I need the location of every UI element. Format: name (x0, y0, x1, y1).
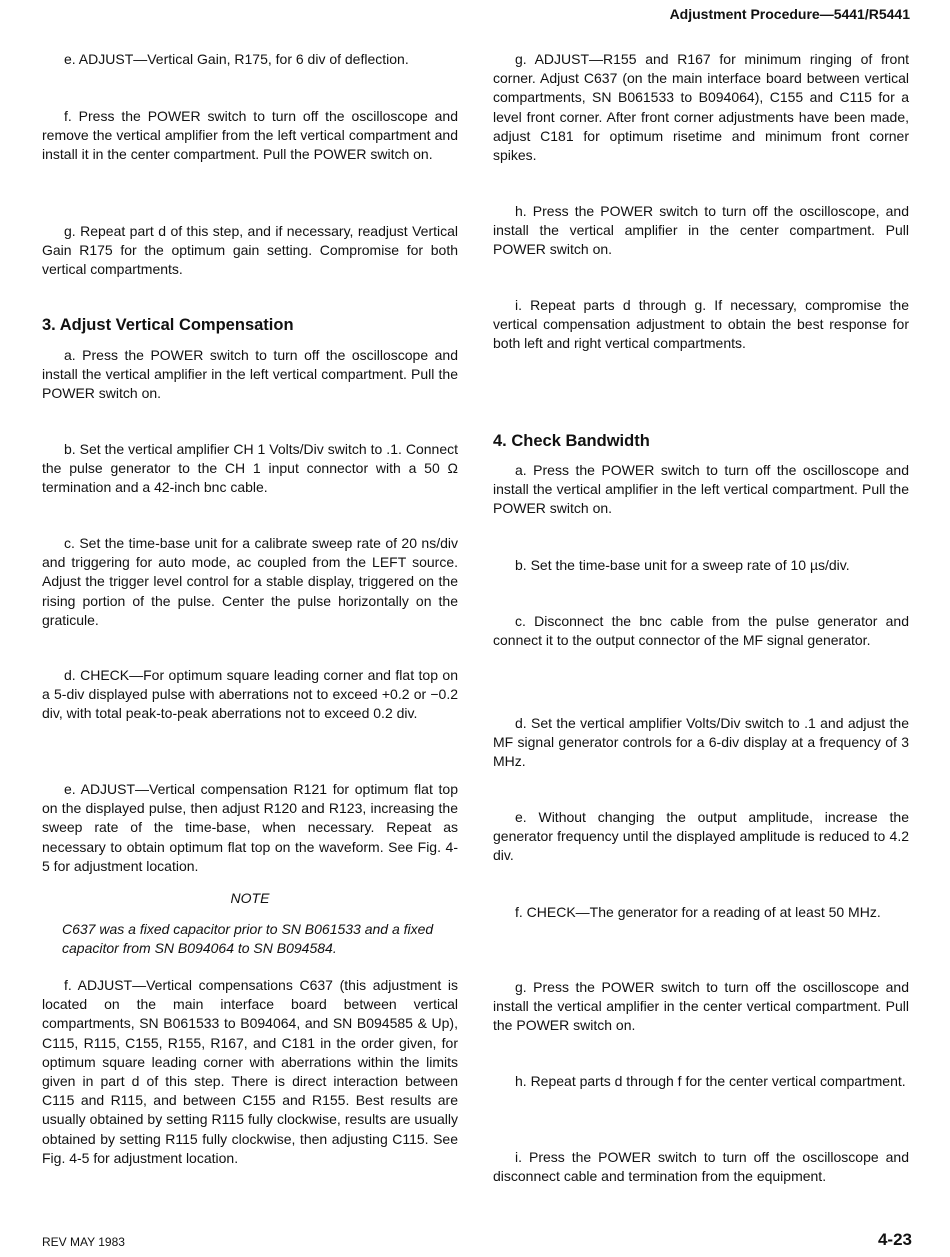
step-4c-paragraph: c. Disconnect the bnc cable from the pulse generator and connect it to the output connector of the MF signal generator. (493, 613, 909, 649)
step-3a-paragraph: a. Press the POWER switch to turn off the oscilloscope and install the vertical amplifier in the left vertical compartment. Pull the POWER switch on. (42, 347, 458, 402)
step-3e-paragraph: e. ADJUST—Vertical compensation R121 for optimum flat top on the displayed pulse, then adjust R120 and R123, increasing the sweep rate of the time-base, when necessary. Repeat as necessary to obtain optimum flat top on the waveform. See Fig. 4-5 for adjustment location. (42, 781, 458, 874)
step-4d-paragraph: d. Set the vertical amplifier Volts/Div switch to .1 and adjust the MF signal generator controls for a 6-div display at a frequency of 3 MHz. (493, 715, 909, 770)
page-header-title: Adjustment Procedure—5441/R5441 (669, 6, 910, 22)
step-3h-paragraph: h. Press the POWER switch to turn off the oscilloscope, and install the vertical amplifier in the center compartment. Pull POWER switch on. (493, 203, 909, 258)
page-number: 4-23 (877, 1230, 912, 1249)
step-4f-paragraph: f. CHECK—The generator for a reading of at least 50 MHz. (515, 904, 881, 920)
revision-date: REV MAY 1983 (42, 1235, 125, 1249)
step-4i-paragraph: i. Press the POWER switch to turn off the oscilloscope and disconnect cable and termination from the equipment. (493, 1149, 909, 1185)
step-3i-paragraph: i. Repeat parts d through g. If necessary, compromise the vertical compensation adjustment to obtain the best response for both left and right vertical compartments. (493, 297, 909, 352)
step-4a-paragraph: a. Press the POWER switch to turn off the oscilloscope and install the vertical amplifier in the left vertical compartment. Pull the POWER switch on. (493, 462, 909, 517)
step-2g-paragraph: g. Repeat part d of this step, and if necessary, readjust Vertical Gain R175 for the optimum gain setting. Compromise for both vertical compartments. (42, 223, 458, 278)
note-body: C637 was a fixed capacitor prior to SN B061533 and a fixed capacitor from SN B094064 to SN B094584. (62, 921, 434, 957)
step-3b-paragraph: b. Set the vertical amplifier CH 1 Volts/Div switch to .1. Connect the pulse generator to the CH 1 input connector with a 50 Ω termination and a 42-inch bnc cable. (42, 441, 458, 496)
step-3g-paragraph: g. ADJUST—R155 and R167 for minimum ringing of front corner. Adjust C637 (on the main interface board between vertical compartments, SN B061533 to B094064), C155 and C115 for a level front corner. After front corner adjustments have been made, adjust C181 for optimum risetime and minimum front corner spikes. (493, 51, 909, 164)
section-4-heading: 4. Check Bandwidth (493, 432, 650, 450)
step-2e-paragraph: e. ADJUST—Vertical Gain, R175, for 6 div of deflection. (64, 51, 409, 67)
step-3d-paragraph: d. CHECK—For optimum square leading corner and flat top on a 5-div displayed pulse with aberrations not to exceed +0.2 or −0.2 div, with total peak-to-peak aberrations not to exceed 0.2 div. (42, 667, 458, 722)
step-4h-paragraph: h. Repeat parts d through f for the center vertical compartment. (515, 1073, 906, 1089)
step-2f-paragraph: f. Press the POWER switch to turn off the oscilloscope and remove the vertical amplifier from the left vertical compartment and install it in the center compartment. Pull the POWER switch on. (42, 108, 458, 163)
step-4e-paragraph: e. Without changing the output amplitude, increase the generator frequency until the displayed amplitude is reduced to 4.2 div. (493, 809, 909, 864)
section-3-heading: 3. Adjust Vertical Compensation (42, 316, 294, 334)
step-4g-paragraph: g. Press the POWER switch to turn off the oscilloscope and install the vertical amplifier in the center vertical compartment. Pull the POWER switch on. (493, 979, 909, 1034)
step-3c-paragraph: c. Set the time-base unit for a calibrate sweep rate of 20 ns/div and triggering for auto mode, ac coupled from the LEFT source. Adjust the trigger level control for a stable display, triggered on the rising portion of the pulse. Center the pulse horizontally on the graticule. (42, 535, 458, 628)
note-title: NOTE (230, 890, 270, 906)
step-3f-paragraph: f. ADJUST—Vertical compensations C637 (this adjustment is located on the main interface board between vertical compartments, SN B061533 to B094064, and SN B094585 & Up), C115, R115, C155, R155, R167, and C181 in the order given, for optimum square leading corner with aberrations within the limits given in part d of this step. There is direct interaction between C115 and R115, and between C155 and R155. Best results are usually obtained by setting R115 fully clockwise, results are usually obtained by setting R115 fully clockwise, then adjusting C115. See Fig. 4-5 for adjustment location. (42, 977, 458, 1166)
step-4b-paragraph: b. Set the time-base unit for a sweep rate of 10 µs/div. (515, 557, 850, 573)
